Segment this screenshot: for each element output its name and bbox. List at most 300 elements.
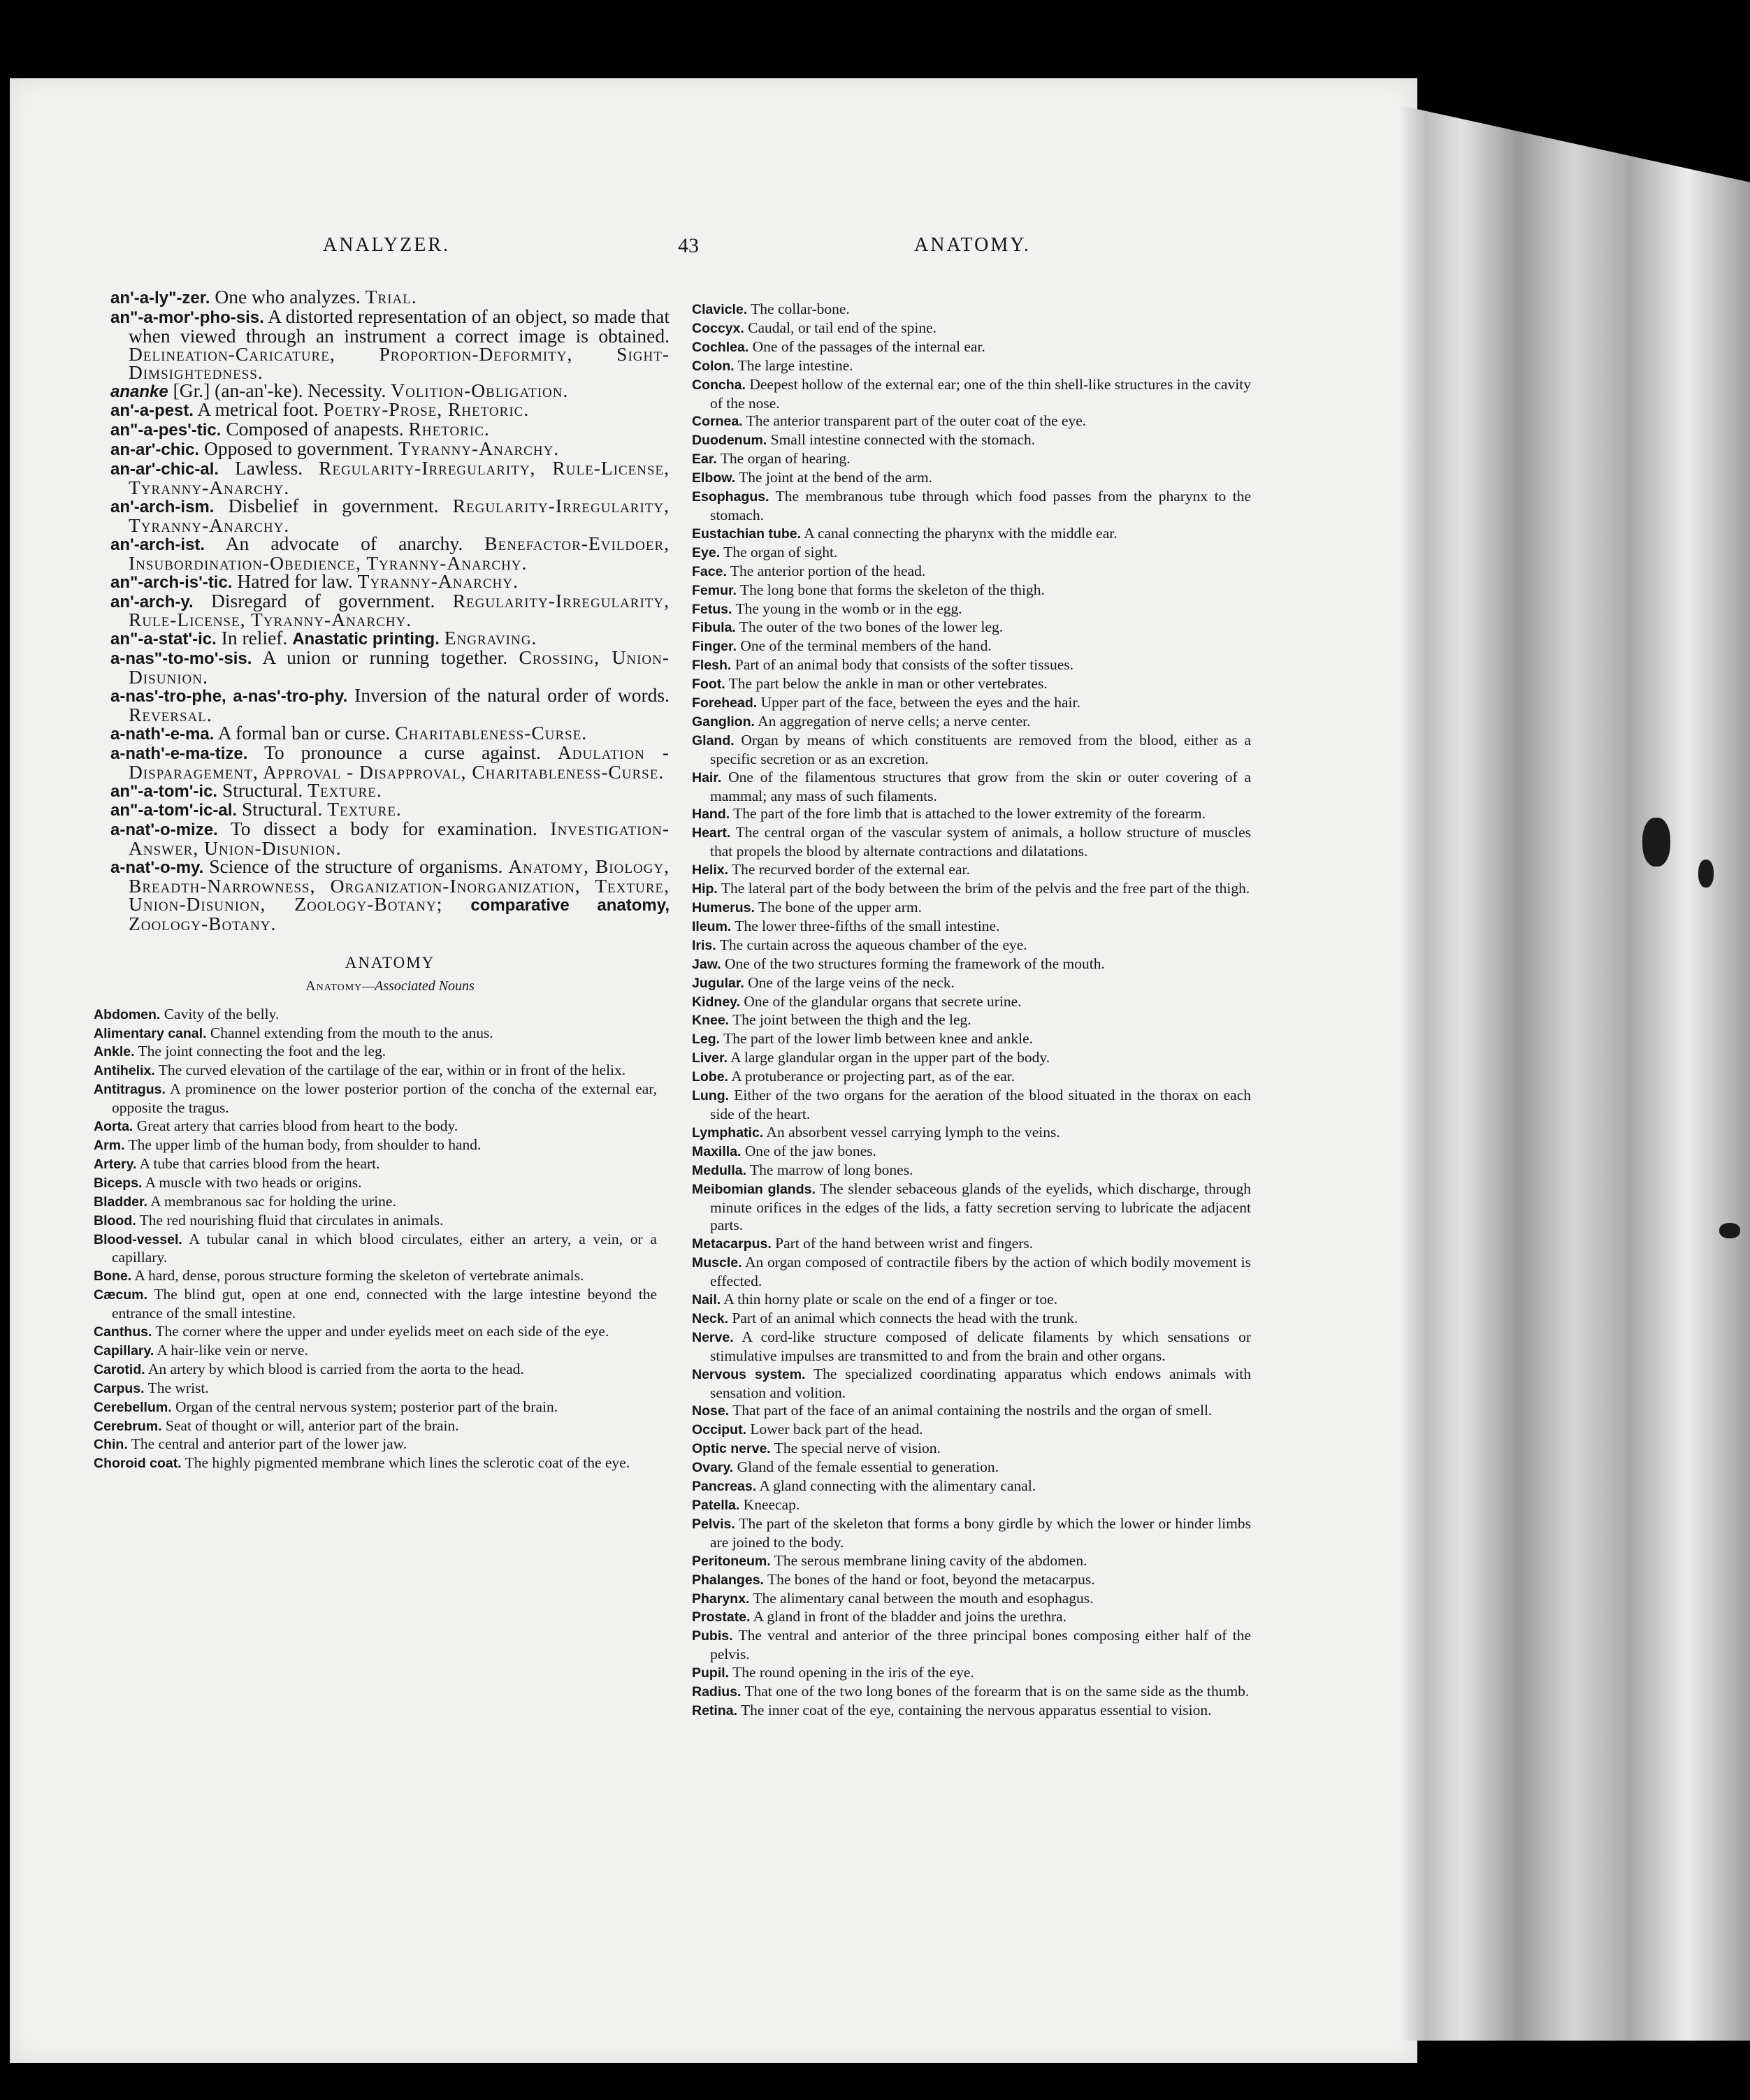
noun-entry: [692, 319, 1251, 338]
noun-term: Radius.: [692, 1684, 742, 1700]
entry-headword: an"-a-tom'-ic.: [110, 781, 218, 801]
entry-cross-reference: Tyranny-Anarchy.: [357, 570, 519, 592]
noun-entry: [692, 1030, 1251, 1049]
noun-entry: [94, 1417, 657, 1436]
noun-term: Nerve.: [692, 1329, 734, 1345]
noun-term: Lobe.: [692, 1069, 728, 1085]
noun-term: Fetus.: [692, 601, 732, 617]
noun-entry: [692, 675, 1251, 694]
noun-term: Fibula.: [692, 620, 736, 636]
noun-definition: A hair-like vein or nerve.: [157, 1341, 308, 1359]
entry-headword: ananke: [110, 382, 168, 401]
noun-term: Retina.: [692, 1702, 738, 1718]
noun-definition: The blind gut, open at one end, connected with the large intestine beyond the entrance of the small intestine.: [112, 1286, 658, 1322]
noun-entry: [94, 1398, 657, 1417]
noun-definition: The ventral and anterior of the three principal bones composing either half of the pelvis.: [710, 1627, 1251, 1663]
dictionary-entry: [110, 589, 670, 631]
entry-cross-reference: Investigation-Answer, Union-Disunion.: [129, 818, 670, 860]
right-column: [692, 300, 1251, 1721]
associated-nouns-right: [692, 300, 1251, 1721]
noun-term: Artery.: [94, 1156, 137, 1172]
entry-cross-reference: Adulation - Disparagement, Approval - Disapproval, Charitableness-Curse.: [129, 741, 670, 783]
entry-definition: An advocate of anarchy.: [225, 532, 463, 554]
noun-term: Ear.: [692, 451, 717, 468]
noun-definition: The alimentary canal between the mouth and esophagus.: [753, 1589, 1094, 1607]
noun-term: Bladder.: [94, 1194, 147, 1210]
dictionary-entry: [110, 721, 670, 744]
entry-definition: Inversion of the natural order of words.: [354, 684, 670, 707]
noun-entry: [692, 1161, 1251, 1180]
entry-headword: an'-arch-y.: [110, 592, 194, 611]
noun-entry: [692, 1366, 1251, 1403]
noun-term: Forehead.: [692, 695, 758, 711]
noun-term: Muscle.: [692, 1255, 742, 1271]
noun-definition: A muscle with two heads or origins.: [145, 1173, 362, 1191]
noun-definition: Part of the hand between wrist and fingers.: [775, 1235, 1034, 1252]
edge-stain: [1698, 860, 1714, 888]
noun-definition: One of the terminal members of the hand.: [740, 637, 992, 655]
noun-term: Ileum.: [692, 918, 732, 934]
noun-definition: A gland connecting with the alimentary canal.: [759, 1477, 1036, 1495]
entry-headword: a-nath'-e-ma-tize.: [110, 744, 248, 763]
noun-definition: The young in the womb or in the egg.: [735, 600, 962, 617]
noun-term: Clavicle.: [692, 302, 748, 317]
noun-entry: [692, 469, 1251, 488]
noun-term: Pupil.: [692, 1665, 730, 1681]
entry-definition: Disbelief in government.: [228, 494, 439, 516]
entry-cross-reference: Engraving.: [444, 627, 537, 649]
entry-phrase: Anastatic printing.: [292, 630, 440, 649]
entry-headword: an"-a-stat'-ic.: [110, 630, 217, 649]
noun-entry: [692, 955, 1251, 974]
noun-entry: [692, 1627, 1251, 1664]
edge-stain: [1719, 1223, 1740, 1238]
noun-definition: A hard, dense, porous structure forming the skeleton of vertebrate animals.: [134, 1267, 584, 1284]
noun-entry: [692, 974, 1251, 993]
noun-entry: [692, 1458, 1251, 1477]
book-page-edges: [1398, 105, 1750, 2041]
noun-term: Antihelix.: [94, 1063, 155, 1079]
noun-definition: The part of the skeleton that forms a bony girdle by which the lower or hinder limbs are joined to the body.: [710, 1514, 1251, 1551]
dictionary-entry: [110, 459, 670, 497]
noun-term: Ovary.: [692, 1460, 734, 1476]
noun-entry: [692, 1664, 1251, 1683]
noun-definition: Deepest hollow of the external ear; one of the thin shell-like structures in the cavity of the nose.: [710, 375, 1251, 412]
noun-term: Arm.: [94, 1137, 125, 1153]
entry-headword: an'-arch-ism.: [110, 497, 215, 516]
noun-entry: [692, 1590, 1251, 1609]
entry-headword: an-ar'-chic-al.: [110, 460, 219, 479]
noun-entry: [692, 376, 1251, 413]
noun-definition: The specialized coordinating apparatus which endows animals with sensation and volition.: [710, 1365, 1251, 1401]
noun-term: Finger.: [692, 639, 737, 655]
noun-definition: The recurved border of the external ear.: [732, 861, 970, 878]
noun-definition: The anterior portion of the head.: [730, 562, 926, 579]
noun-entry: [692, 899, 1251, 918]
noun-term: Knee.: [692, 1013, 730, 1029]
noun-term: Chin.: [94, 1437, 128, 1453]
entry-cross-reference: Reversal.: [129, 703, 212, 725]
noun-term: Cerebrum.: [94, 1418, 162, 1434]
noun-definition: A tubular canal in which blood circulates, either an artery, a vein, or a capillary.: [112, 1230, 657, 1266]
noun-entry: [692, 544, 1251, 563]
associated-nouns-left: [94, 1006, 657, 1474]
entry-definition: A union or running together.: [262, 646, 508, 669]
noun-term: Iris.: [692, 937, 716, 953]
section-subtitle: [110, 978, 670, 996]
noun-definition: Seat of thought or will, anterior part of the brain.: [165, 1417, 459, 1434]
noun-term: Coccyx.: [692, 320, 744, 336]
entry-headword: a-nas'-tro-phe, a-nas'-tro-phy.: [110, 687, 348, 707]
noun-definition: The wrist.: [147, 1379, 209, 1396]
noun-definition: An absorbent vessel carrying lymph to the veins.: [766, 1123, 1060, 1140]
noun-definition: Organ by means of which constituents are removed from the blood, either as a specific secretion or as an excretion.: [710, 731, 1252, 767]
noun-entry: [692, 563, 1251, 581]
left-column: [94, 286, 670, 1473]
noun-term: Liver.: [692, 1050, 728, 1066]
noun-entry: [692, 1402, 1251, 1421]
noun-entry: [94, 1155, 657, 1174]
noun-entry: [692, 525, 1251, 544]
noun-term: Concha.: [692, 377, 746, 393]
noun-term: Neck.: [692, 1310, 729, 1326]
noun-term: Colon.: [692, 358, 735, 374]
noun-definition: A prominence on the lower posterior portion of the concha of the external ear, opposite the tragus.: [112, 1080, 657, 1117]
dictionary-entry: [110, 307, 670, 382]
dictionary-entry: [110, 494, 670, 536]
noun-entry: [692, 1702, 1251, 1721]
noun-definition: The organ of sight.: [723, 543, 838, 560]
noun-entry: [94, 1323, 657, 1342]
noun-definition: Cavity of the belly.: [164, 1005, 280, 1022]
dictionary-entry: [110, 741, 670, 783]
noun-definition: That part of the face of an animal containing the nostrils and the organ of smell.: [732, 1402, 1213, 1419]
entry-definition: Science of the structure of organisms.: [209, 855, 503, 878]
entry-cross-reference: Regularity-Irregularity, Rule-License, Tyranny-Anarchy.: [129, 589, 670, 631]
noun-entry: [692, 1235, 1251, 1254]
noun-definition: The part of the fore limb that is attached to the lower extremity of the forearm.: [733, 805, 1206, 823]
dictionary-entry: [110, 288, 670, 307]
noun-definition: An artery by which blood is carried from the aorta to the head.: [147, 1360, 524, 1377]
entry-headword: a-nas"-to-mo'-sis.: [110, 649, 252, 669]
noun-definition: A canal connecting the pharynx with the middle ear.: [804, 524, 1118, 542]
noun-entry: [692, 357, 1251, 376]
noun-term: Pharynx.: [692, 1591, 750, 1607]
entry-cross-reference: Tyranny-Anarchy.: [398, 437, 560, 460]
running-head-left: ANALYZER.: [323, 234, 451, 256]
entry-definition: Structural.: [222, 779, 303, 801]
noun-entry: [94, 1454, 657, 1473]
dictionary-entry: [110, 781, 670, 801]
noun-entry: [692, 656, 1251, 675]
noun-entry: [692, 1011, 1251, 1030]
noun-definition: The joint between the thigh and the leg.: [732, 1011, 971, 1029]
noun-term: Hip.: [692, 881, 718, 897]
dictionary-entry: [110, 572, 670, 592]
noun-definition: Part of an animal which connects the head with the trunk.: [732, 1309, 1078, 1326]
noun-term: Abdomen.: [94, 1006, 161, 1022]
noun-definition: The marrow of long bones.: [750, 1161, 913, 1178]
noun-entry: [94, 1193, 657, 1212]
noun-term: Cæcum.: [94, 1287, 147, 1303]
entry-cross-reference: Zoology-Botany.: [129, 912, 277, 934]
entry-definition: Opposed to government.: [203, 437, 394, 460]
noun-term: Cochlea.: [692, 339, 749, 355]
noun-entry: [692, 338, 1251, 357]
noun-entry: [692, 694, 1251, 713]
noun-entry: [692, 488, 1251, 525]
entry-cross-reference: Regularity-Irregularity, Rule-License, Tyranny-Anarchy.: [129, 457, 670, 499]
entry-definition: A distorted representation of an object, so made that when viewed through an instrument a correct image is obtained.: [129, 305, 670, 347]
dictionary-entry: [110, 400, 670, 420]
noun-term: Blood.: [94, 1212, 136, 1229]
dictionary-entry: [110, 800, 670, 820]
noun-term: Ganglion.: [692, 714, 755, 730]
noun-entry: [94, 1043, 657, 1062]
dictionary-entry: [110, 437, 670, 460]
noun-term: Cornea.: [692, 414, 743, 430]
noun-entry: [692, 600, 1251, 619]
entry-headword: a-nath'-e-ma.: [110, 724, 215, 744]
noun-entry: [692, 769, 1251, 806]
noun-term: Face.: [692, 563, 727, 579]
noun-entry: [692, 1496, 1251, 1515]
noun-entry: [692, 1608, 1251, 1627]
entry-cross-reference: Anatomy, Biology, Breadth-Narrowness, Organization-Inorganization, Texture, Union-Disunion, Zoology-Botany;: [129, 855, 670, 915]
noun-entry: [692, 1049, 1251, 1068]
dictionary-entry: [110, 818, 670, 860]
noun-term: Aorta.: [94, 1119, 133, 1135]
noun-entry: [692, 412, 1251, 431]
noun-entry: [94, 1342, 657, 1361]
dictionary-entry: [110, 646, 670, 688]
entry-headword: an'-a-ly"-zer.: [110, 289, 210, 307]
noun-term: Flesh.: [692, 658, 732, 674]
noun-definition: An organ composed of contractile fibers by the action of which bodily movement is effected.: [710, 1254, 1251, 1290]
noun-definition: Channel extending from the mouth to the anus.: [210, 1024, 493, 1041]
noun-entry: [692, 861, 1251, 880]
noun-term: Jaw.: [692, 956, 721, 972]
noun-definition: A gland in front of the bladder and joins the urethra.: [753, 1608, 1067, 1625]
noun-definition: That one of the two long bones of the forearm that is on the same side as the thumb.: [744, 1683, 1250, 1700]
entry-definition: Composed of anapests.: [226, 418, 404, 440]
noun-definition: The lower three-fifths of the small intestine.: [735, 917, 1000, 934]
entry-definition: To dissect a body for examination.: [230, 818, 537, 840]
entry-definition: A metrical foot.: [197, 398, 319, 421]
noun-term: Humerus.: [692, 900, 755, 915]
noun-definition: The serous membrane lining cavity of the abdomen.: [774, 1551, 1087, 1569]
noun-definition: The upper limb of the human body, from shoulder to hand.: [128, 1136, 482, 1153]
noun-term: Lymphatic.: [692, 1124, 764, 1140]
noun-entry: [94, 1361, 657, 1380]
section-subtitle-main: Anatomy: [305, 978, 363, 994]
noun-definition: The membranous tube through which food passes from the pharynx to the stomach.: [710, 488, 1251, 523]
entry-definition: Structural.: [241, 798, 323, 820]
noun-entry: [94, 1212, 657, 1231]
entry-definition: To pronounce a curse against.: [263, 741, 541, 763]
noun-entry: [692, 1310, 1251, 1328]
noun-term: Nail.: [692, 1292, 721, 1308]
noun-entry: [94, 1174, 657, 1193]
dictionary-entry: [110, 379, 670, 401]
entry-definition: Hatred for law.: [237, 570, 353, 592]
noun-entry: [692, 618, 1251, 637]
entry-cross-reference: Volition-Obligation.: [391, 379, 569, 401]
noun-term: Blood-vessel.: [94, 1231, 182, 1247]
entry-definition: In relief.: [221, 627, 288, 649]
noun-definition: The central and anterior part of the lower jaw.: [131, 1435, 407, 1453]
noun-term: Gland.: [692, 732, 735, 748]
noun-term: Lung.: [692, 1088, 730, 1104]
noun-entry: [94, 1062, 657, 1080]
noun-entry: [94, 1267, 657, 1286]
noun-entry: [692, 1328, 1251, 1366]
entry-cross-reference: Texture.: [308, 779, 382, 801]
section-subtitle-suffix: —Associated Nouns: [362, 978, 475, 994]
noun-entry: [94, 1380, 657, 1398]
noun-term: Maxilla.: [692, 1143, 742, 1159]
entry-cross-reference: Poetry-Prose, Rhetoric.: [323, 398, 530, 421]
noun-definition: The highly pigmented membrane which lines the sclerotic coat of the eye.: [185, 1454, 630, 1472]
noun-term: Kidney.: [692, 994, 740, 1010]
noun-definition: Either of the two organs for the aeration of the blood situated in the thorax on each side of the heart.: [710, 1087, 1251, 1122]
entry-headword: a-nat'-o-my.: [110, 858, 204, 878]
entry-headword: an"-a-mor'-pho-sis.: [110, 307, 264, 327]
noun-term: Capillary.: [94, 1342, 154, 1359]
noun-entry: [692, 1254, 1251, 1291]
dictionary-entry: [110, 857, 670, 933]
running-head-right: ANATOMY.: [914, 234, 1031, 256]
edge-stain: [1642, 818, 1670, 867]
noun-entry: [692, 732, 1251, 769]
noun-term: Biceps.: [94, 1175, 143, 1191]
noun-term: Helix.: [692, 862, 729, 878]
noun-term: Patella.: [692, 1498, 740, 1513]
dictionary-entry: [110, 420, 670, 440]
noun-term: Bone.: [94, 1268, 132, 1284]
noun-definition: One of the two structures forming the framework of the mouth.: [724, 955, 1105, 972]
noun-definition: One of the large veins of the neck.: [748, 973, 955, 991]
noun-term: Esophagus.: [692, 489, 769, 505]
noun-term: Foot.: [692, 676, 725, 693]
noun-definition: The slender sebaceous glands of the eyelids, which discharge, through minute orifices in the edges of the lids, a fatty secretion serving to lubricate the adjacent parts.: [710, 1180, 1251, 1234]
entry-definition: A formal ban or curse.: [217, 721, 391, 744]
dictionary-entry: [110, 629, 670, 649]
noun-term: Duodenum.: [692, 433, 767, 449]
noun-definition: The outer of the two bones of the lower leg.: [739, 618, 1004, 636]
noun-entry: [94, 1006, 657, 1024]
noun-entry: [692, 805, 1251, 824]
noun-definition: The joint connecting the foot and the leg.: [138, 1043, 386, 1060]
noun-definition: The inner coat of the eye, containing the nervous apparatus essential to vision.: [741, 1701, 1212, 1718]
entry-cross-reference: Charitableness-Curse.: [395, 721, 588, 744]
entry-definition: One who analyzes.: [215, 286, 361, 307]
entry-definition: Lawless.: [235, 457, 303, 479]
noun-term: Pubis.: [692, 1628, 733, 1644]
noun-definition: Organ of the central nervous system; posterior part of the brain.: [175, 1398, 558, 1415]
entry-definition: Disregard of government.: [211, 589, 435, 611]
noun-term: Hair.: [692, 769, 722, 785]
noun-definition: A membranous sac for holding the urine.: [150, 1192, 396, 1210]
noun-definition: The curved elevation of the cartilage of the ear, within or in front of the helix.: [158, 1062, 626, 1079]
noun-entry: [692, 450, 1251, 469]
entry-cross-reference: Rhetoric.: [408, 418, 490, 440]
noun-definition: The bones of the hand or foot, beyond the metacarpus.: [767, 1570, 1095, 1588]
noun-entry: [692, 1477, 1251, 1496]
noun-entry: [692, 880, 1251, 899]
noun-entry: [692, 1180, 1251, 1236]
noun-definition: A tube that carries blood from the heart.: [139, 1154, 380, 1172]
noun-term: Eye.: [692, 544, 721, 560]
noun-definition: Great artery that carries blood from heart to the body.: [136, 1117, 458, 1135]
noun-definition: The large intestine.: [737, 356, 853, 374]
noun-definition: Caudal, or tail end of the spine.: [748, 319, 937, 336]
noun-term: Femur.: [692, 582, 737, 598]
noun-entry: [692, 1440, 1251, 1458]
noun-term: Phalanges.: [692, 1572, 764, 1588]
noun-definition: The part below the ankle in man or other vertebrates.: [728, 675, 1048, 693]
noun-term: Cerebellum.: [94, 1399, 172, 1415]
noun-entry: [94, 1117, 657, 1136]
noun-term: Metacarpus.: [692, 1236, 772, 1252]
noun-definition: One of the passages of the internal ear.: [752, 338, 985, 355]
noun-entry: [692, 1421, 1251, 1440]
noun-entry: [692, 1515, 1251, 1552]
entry-cross-reference: Texture.: [327, 798, 402, 820]
entry-cross-reference: Benefactor-Evildoer, Insubordination-Obedience, Tyranny-Anarchy.: [129, 532, 670, 574]
dictionary-entry: [110, 686, 670, 724]
noun-term: Optic nerve.: [692, 1441, 771, 1457]
noun-definition: Gland of the female essential to generation.: [737, 1458, 999, 1476]
noun-definition: The lateral part of the body between the brim of the pelvis and the free part of the thigh.: [721, 880, 1250, 897]
noun-term: Meibomian glands.: [692, 1181, 816, 1197]
noun-entry: [692, 637, 1251, 656]
entry-headword: an"-a-pes'-tic.: [110, 421, 222, 440]
dictionary-entries: [110, 288, 670, 933]
noun-entry: [692, 993, 1251, 1012]
noun-definition: One of the filamentous structures that grow from the skin or outer covering of a mammal; any mass of such filaments.: [710, 768, 1252, 804]
noun-term: Pancreas.: [692, 1479, 757, 1495]
noun-definition: The long bone that forms the skeleton of the thigh.: [739, 581, 1045, 598]
entry-cross-reference: Trial.: [365, 286, 417, 307]
noun-term: Canthus.: [94, 1324, 152, 1340]
noun-term: Carpus.: [94, 1380, 145, 1396]
noun-entry: [94, 1435, 657, 1454]
noun-term: Pelvis.: [692, 1516, 735, 1532]
noun-term: Antitragus.: [94, 1082, 166, 1098]
entry-headword: an-ar'-chic.: [110, 440, 200, 460]
noun-entry: [692, 581, 1251, 600]
noun-definition: An aggregation of nerve cells; a nerve center.: [758, 712, 1031, 730]
noun-definition: Kneecap.: [743, 1496, 800, 1513]
entry-headword: an'-arch-ist.: [110, 535, 205, 554]
noun-term: Eustachian tube.: [692, 526, 802, 542]
noun-entry: [692, 1571, 1251, 1590]
entry-cross-reference: Crossing, Union-Disunion.: [129, 646, 670, 688]
noun-term: Peritoneum.: [692, 1553, 771, 1569]
noun-entry: [692, 1143, 1251, 1161]
noun-term: Elbow.: [692, 470, 736, 486]
entry-headword: an'-a-pest.: [110, 401, 194, 421]
noun-definition: The red nourishing fluid that circulates in animals.: [139, 1211, 444, 1229]
noun-entry: [692, 918, 1251, 936]
noun-term: Alimentary canal.: [94, 1025, 207, 1041]
noun-term: Medulla.: [692, 1162, 747, 1178]
noun-definition: Upper part of the face, between the eyes and the hair.: [760, 694, 1080, 711]
noun-term: Choroid coat.: [94, 1456, 182, 1472]
noun-entry: [692, 713, 1251, 732]
noun-entry: [692, 1291, 1251, 1310]
